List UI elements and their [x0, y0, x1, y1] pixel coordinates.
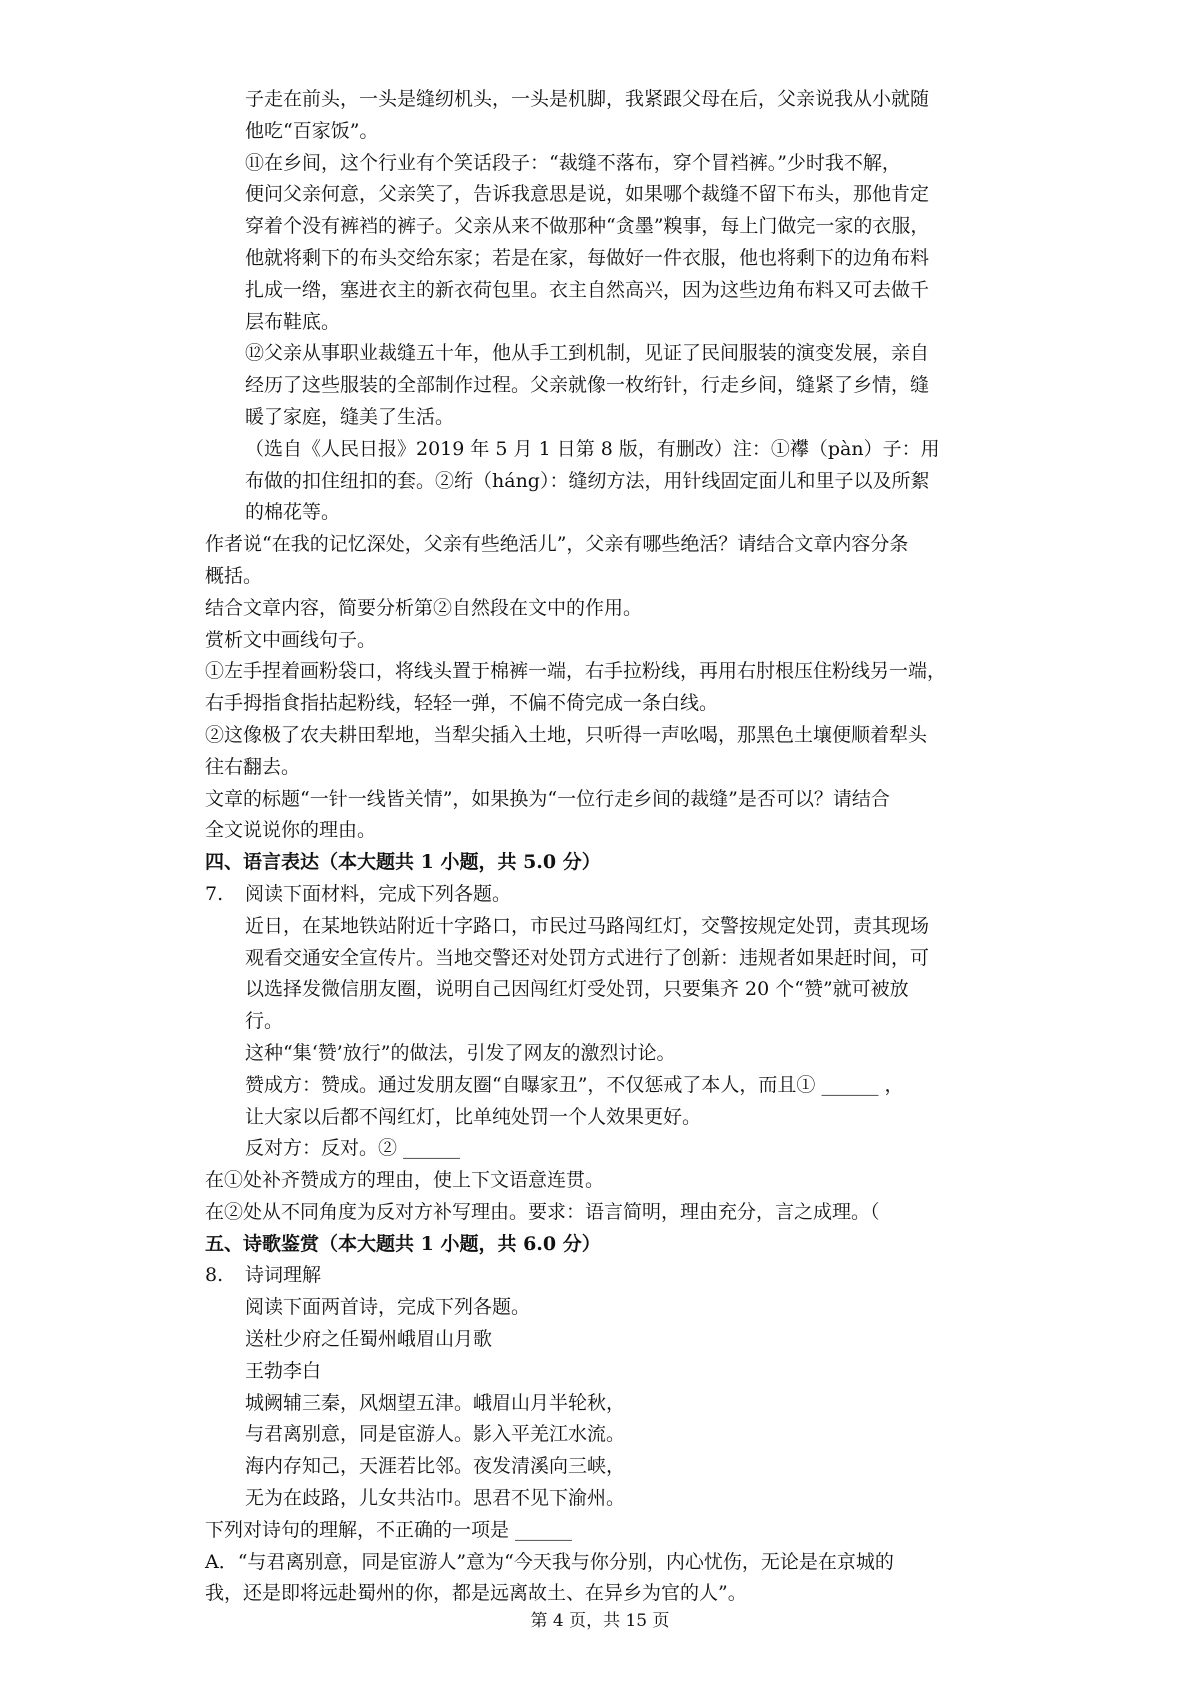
text-line — [205, 720, 1005, 752]
question-number: 8. — [205, 1264, 224, 1287]
line-text: A．“与君离别意，同是宦游人”意为“今天我与你分别，内心忧伤，无论是在京城的 — [205, 1550, 894, 1573]
text-line — [205, 1006, 1005, 1038]
line-text: 的棉花等。 — [245, 501, 341, 524]
line-text: 近日，在某地铁站附近十字路口，市民过马路闯红灯，交警按规定处罚，责其现场 — [245, 914, 930, 937]
line-text: 布做的扣住纽扣的套。②绗（háng）：缝纫方法，用针线固定面儿和里子以及所絮 — [245, 469, 930, 492]
text-line — [205, 1547, 1005, 1579]
line-text: 我，还是即将远赴蜀州的你，都是远离故土、在异乡为官的人”。 — [205, 1582, 747, 1605]
line-text: 行。 — [245, 1010, 284, 1033]
line-text: ⑪在乡间，这个行业有个笑话段子：“裁缝不落布，穿个冒裆裤。”少时我不解， — [245, 151, 901, 174]
text-line — [205, 370, 1005, 402]
line-text: 反对方：反对。② ______ — [245, 1137, 461, 1160]
text-line — [205, 84, 1005, 116]
text-line — [205, 338, 1005, 370]
line-text: 无为在歧路，儿女共沾巾。思君不见下渝州。 — [245, 1487, 626, 1510]
text-line — [205, 1292, 1005, 1324]
text-line — [205, 1388, 1005, 1420]
line-text: 这种“集‘赞’放行”的做法，引发了网友的激烈讨论。 — [245, 1041, 676, 1064]
line-text: 送杜少府之任蜀州峨眉山月歌 — [245, 1328, 493, 1351]
line-text: 下列对诗句的理解，不正确的一项是 ______ — [205, 1518, 573, 1541]
section-heading — [205, 1229, 1005, 1261]
line-text: ②这像极了农夫耕田犁地，当犁尖插入土地，只听得一声吆喝，那黑色土壤便顺着犁头 — [205, 723, 928, 746]
text-line — [205, 434, 1005, 466]
text-line — [205, 1197, 1005, 1229]
text-line — [205, 688, 1005, 720]
line-text: 海内存知己，天涯若比邻。夜发清溪向三峡， — [245, 1455, 626, 1478]
line-text: 以选择发微信朋友圈，说明自己因闯红灯受处罚，只要集齐 20 个“赞”就可被放 — [245, 978, 909, 1001]
line-text: 他吃“百家饭”。 — [245, 119, 379, 142]
text-line — [205, 1419, 1005, 1451]
line-text: 子走在前头，一头是缝纫机头，一头是机脚，我紧跟父母在后，父亲说我从小就随 — [245, 88, 930, 110]
text-line — [205, 116, 1005, 148]
text-line — [205, 211, 1005, 243]
text-line — [205, 1515, 1005, 1547]
line-text: 五、诗歌鉴赏（本大题共 1 小题，共 6.0 分） — [205, 1232, 601, 1255]
text-line — [205, 815, 1005, 847]
text-line — [205, 784, 1005, 816]
line-text: （选自《人民日报》2019 年 5 月 1 日第 8 版，有删改）注：①襻（pàn）子：用 — [245, 437, 940, 460]
text-line — [205, 911, 1005, 943]
text-line — [205, 1324, 1005, 1356]
line-text: 观看交通安全宣传片。当地交警还对处罚方式进行了创新：违规者如果赶时间，可 — [245, 946, 930, 969]
line-text: 穿着个没有裤裆的裤子。父亲从来不做那种“贪墨”糗事，每上门做完一家的衣服， — [245, 215, 930, 238]
question-item — [205, 1260, 1005, 1292]
text-line — [205, 656, 1005, 688]
line-text: 赏析文中画线句子。 — [205, 628, 377, 651]
document-body — [205, 84, 1005, 1610]
line-text: 诗词理解 — [245, 1264, 322, 1287]
line-text: 层布鞋底。 — [245, 310, 341, 333]
text-line — [205, 1356, 1005, 1388]
text-line — [205, 529, 1005, 561]
line-text: 在①处补齐赞成方的理由，使上下文语意连贯。 — [205, 1169, 605, 1192]
text-line — [205, 275, 1005, 307]
text-line — [205, 148, 1005, 180]
line-text: 阅读下面材料，完成下列各题。 — [245, 882, 512, 905]
text-line — [205, 1102, 1005, 1134]
text-line — [205, 593, 1005, 625]
page-footer: 第 4 页，共 15 页 — [530, 1611, 670, 1631]
text-line — [205, 1070, 1005, 1102]
line-text: 他就将剩下的布头交给东家；若是在家，每做好一件衣服，他也将剩下的边角布料 — [245, 246, 930, 269]
question-number: 7. — [205, 882, 224, 905]
line-text: 结合文章内容，简要分析第②自然段在文中的作用。 — [205, 596, 643, 619]
line-text: 扎成一绺，塞进衣主的新衣荷包里。衣主自然高兴，因为这些边角布料又可去做千 — [245, 278, 930, 301]
line-text: 便问父亲何意，父亲笑了，告诉我意思是说，如果哪个裁缝不留下布头，那他肯定 — [245, 183, 930, 206]
line-text: ①左手捏着画粉袋口，将线头置于棉裤一端，右手拉粉线，再用右肘根压住粉线另一端， — [205, 660, 947, 683]
text-line — [205, 402, 1005, 434]
text-line — [205, 243, 1005, 275]
text-line — [205, 307, 1005, 339]
question-item — [205, 879, 1005, 911]
text-line — [205, 1165, 1005, 1197]
text-line — [205, 561, 1005, 593]
line-text: 在②处从不同角度为反对方补写理由。要求：语言简明，理由充分，言之成理。（ — [205, 1200, 880, 1223]
text-line — [205, 1451, 1005, 1483]
text-line — [205, 943, 1005, 975]
text-line — [205, 179, 1005, 211]
line-text: 文章的标题“一针一线皆关情”，如果换为“一位行走乡间的裁缝”是否可以？请结合 — [205, 787, 890, 810]
line-text: 右手拇指食指拈起粉线，轻轻一弹，不偏不倚完成一条白线。 — [205, 692, 719, 715]
text-line — [205, 1038, 1005, 1070]
text-line — [205, 625, 1005, 657]
text-line — [205, 466, 1005, 498]
text-line — [205, 1483, 1005, 1515]
line-text: 经历了这些服装的全部制作过程。父亲就像一枚绗针，行走乡间，缝紧了乡情，缝 — [245, 374, 930, 397]
line-text: 阅读下面两首诗，完成下列各题。 — [245, 1296, 531, 1319]
line-text: 王勃李白 — [245, 1359, 322, 1382]
line-text: 往右翻去。 — [205, 755, 301, 778]
line-text: 概括。 — [205, 564, 263, 587]
line-text: 赞成方：赞成。通过发朋友圈“自曝家丑”，不仅惩戒了本人，而且① ______ ， — [245, 1073, 904, 1096]
line-text: 城阙辅三秦，风烟望五津。峨眉山月半轮秋， — [245, 1391, 626, 1414]
text-line — [205, 752, 1005, 784]
text-line — [205, 497, 1005, 529]
line-text: 暖了家庭，缝美了生活。 — [245, 405, 455, 428]
line-text: 与君离别意，同是宦游人。影入平羌江水流。 — [245, 1423, 626, 1446]
line-text: 全文说说你的理由。 — [205, 819, 377, 842]
line-text: 作者说“在我的记忆深处，父亲有些绝活儿”，父亲有哪些绝活？请结合文章内容分条 — [205, 533, 909, 556]
text-line — [205, 974, 1005, 1006]
section-heading — [205, 847, 1005, 879]
line-text: ⑫父亲从事职业裁缝五十年，他从手工到机制，见证了民间服装的演变发展，亲自 — [245, 342, 930, 365]
text-line — [205, 1133, 1005, 1165]
line-text: 四、语言表达（本大题共 1 小题，共 5.0 分） — [205, 851, 601, 874]
line-text: 让大家以后都不闯红灯，比单纯处罚一个人效果更好。 — [245, 1105, 702, 1128]
